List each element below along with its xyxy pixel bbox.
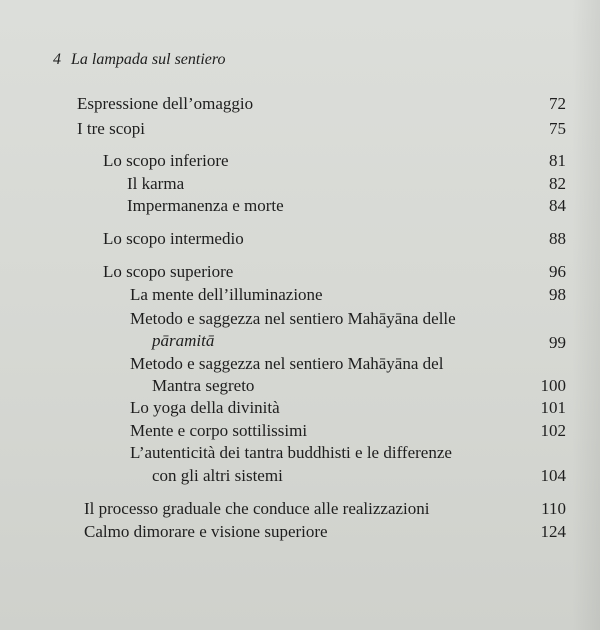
toc-entry-text: Lo scopo intermedio [103,229,244,248]
toc-entry-page: 72 [549,94,566,113]
toc-entry-page: 88 [549,229,566,248]
toc-entry-page: 101 [540,398,566,417]
toc-entry-page: 99 [549,333,566,352]
toc-entry-page: 96 [549,262,566,281]
toc-entry-page: 124 [540,522,566,541]
toc-entry-page: 81 [549,151,566,170]
toc-entry-page: 98 [549,285,566,304]
toc-entry-text-continued: pāramitā [152,331,215,350]
toc-entry-text-continued: con gli altri sistemi [152,466,283,485]
toc-entry-text: Il processo graduale che conduce alle realizzazioni [84,499,430,518]
toc-entry-page: 110 [541,499,566,518]
toc-entry-text-continued: Mantra segreto [152,376,255,395]
toc-entry-text: Lo yoga della divinità [130,398,280,417]
toc-entry-text: L’autenticità dei tantra buddhisti e le differenze [130,443,452,462]
toc-entry-text: La mente dell’illuminazione [130,285,323,304]
toc-entry-page: 82 [549,174,566,193]
toc-entry-page: 102 [540,421,566,440]
toc-entry-text: Metodo e saggezza nel sentiero Mahāyāna del [130,354,444,373]
toc-entry-text: I tre scopi [77,119,145,138]
toc-entry-page: 75 [549,119,566,138]
toc-entry-text: Espressione dell’omaggio [77,94,254,113]
running-title: La lampada sul sentiero [71,51,226,68]
toc-entry-text: Lo scopo superiore [103,262,234,281]
toc-entry-text: Metodo e saggezza nel sentiero Mahāyāna delle [130,309,456,328]
page-number: 4 [53,51,61,68]
toc-entry-text: Impermanenza e morte [127,196,284,215]
toc-entry-text: Mente e corpo sottilissimi [130,421,308,440]
toc-entry-page: 84 [549,196,566,215]
toc-entry-text: Il karma [127,174,185,193]
toc-entry-text: Lo scopo inferiore [103,151,229,170]
toc-entry-page: 104 [540,466,566,485]
toc-entry-page: 100 [540,376,566,395]
toc-entry-text: Calmo dimorare e visione superiore [84,522,328,541]
